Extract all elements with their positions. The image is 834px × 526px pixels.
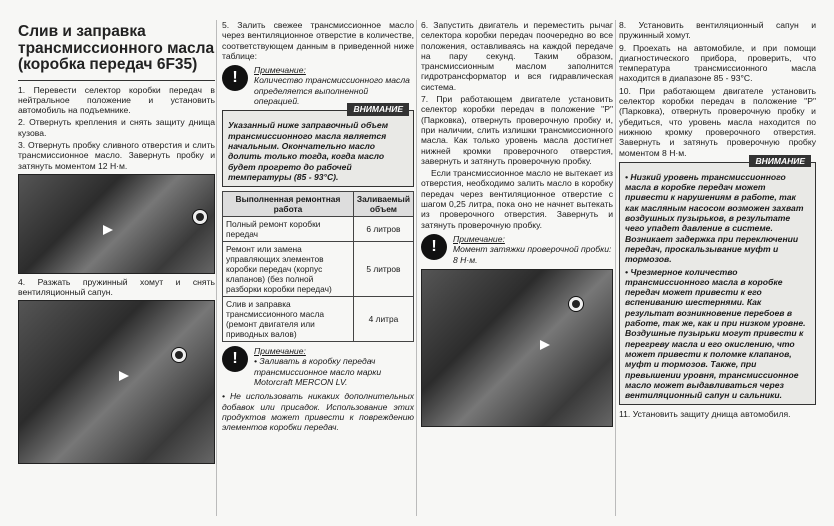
note-heading: Примечание: — [254, 65, 306, 76]
wrench-marker-icon — [192, 209, 208, 225]
table-header: Заливаемый объем — [353, 192, 413, 217]
table-cell: Слив и заправка трансмиссионного масла (ремонт двигателя или приводных валов) — [223, 297, 354, 342]
step-2: 2. Отвернуть крепления и снять защиту днища кузова. — [18, 117, 215, 138]
photo-drain-plug — [18, 174, 215, 274]
photo-breather — [18, 300, 215, 464]
title-rule — [18, 80, 215, 81]
table-row — [223, 242, 414, 297]
step-7: 7. При работающем двигателе установить селектор коробки передач в положение "P" (Парковка), отвернуть проверочную пробку и, при наличии, слить излишки трансмиссионного масла. Как только уровень масла достигнет нижней кромки проверочного отверстия, завернуть и затянуть проверочную пробку. — [421, 94, 613, 166]
note-heading: Примечание: — [254, 346, 306, 357]
note-2 — [222, 346, 414, 387]
step-3: 3. Отвернуть пробку сливного отверстия и слить трансмиссионное масло. Завернуть пробку и затянуть моментом 12 Н·м. — [18, 139, 215, 171]
table-cell: 6 литров — [353, 217, 413, 242]
note-torque — [421, 234, 613, 265]
warning-text: Указанный ниже заправочный объем трансмиссионного масла является начальным. Окончательно масло долить только тогда, когда масло будет прогрето до рабочей температуры (85 - 93°С). — [228, 120, 389, 182]
table-cell: Полный ремонт коробки передач — [223, 217, 354, 242]
wrench-marker-icon — [171, 347, 187, 363]
column-divider — [615, 20, 616, 516]
table-header: Выполненная ремонтная работа — [223, 192, 354, 217]
step-4: 4. Разжать пружинный хомут и снять вентиляционный сапун. — [18, 276, 215, 298]
table-cell: Ремонт или замена управляющих элементов коробки передач (корпус клапанов) (без полной разборки коробки передач) — [223, 242, 354, 297]
warning-label: ВНИМАНИЕ — [347, 103, 409, 115]
note-icon: ! — [421, 234, 447, 260]
step-8: 8. Установить вентиляционный сапун и пружинный хомут. — [619, 20, 816, 41]
table-cell: 5 литров — [353, 242, 413, 297]
table-header-row — [223, 192, 414, 217]
note-text: Количество трансмиссионного масла определяется выполненной операцией. — [254, 75, 410, 107]
note-text: Момент затяжки проверочной пробки: 8 Н·м. — [453, 244, 612, 265]
note-1 — [222, 65, 414, 106]
table-row — [223, 297, 414, 342]
note-text: • Не использовать никаких дополнительных добавок или присадок. Использование этих продуктов может привести к повреждению элементов коробки передач. — [222, 391, 414, 433]
table-cell: 4 литра — [353, 297, 413, 342]
arrow-icon — [119, 371, 129, 381]
step-1: 1. Перевести селектор коробки передач в нейтральное положение и установить автомобиль на подъемнике. — [18, 84, 215, 116]
warning-label: ВНИМАНИЕ — [749, 155, 811, 167]
warning-box — [619, 155, 816, 406]
warning-text: • Низкий уровень трансмиссионного масла в коробке передач может привести к нарушениям в работе, так как масляным насосом возможен захват воздушных пузырьков, в результате чего упадет давление в системе. Возникает задержка при переключении передач, проскальзывание муфт и тормозов. — [625, 171, 804, 265]
column-divider — [416, 20, 417, 516]
warning-text: • Чрезмерное количество трансмиссионного масла в коробке передач может привести к его вспениванию шестернями. Как результат возникновение перебоев в работе, так же, как и при низком уровне. Воздушные пузырьки могут привести к перегреву масла и его окислению, что может привести к поломке клапанов, муфт и тормозов. Также, при превышении уровня, трансмиссионное масло может выдавливаться через вентиляционный сапун и сальники. — [625, 266, 806, 401]
step-5: 5. Залить свежее трансмиссионное масло через вентиляционное отверстие в количестве, соответствующем данным в приведенной ниже таблице: — [222, 20, 414, 61]
step-11: 11. Установить защиту днища автомобиля. — [619, 409, 791, 420]
column-divider — [216, 20, 217, 516]
column-3 — [421, 20, 613, 430]
note-heading: Примечание: — [453, 233, 505, 244]
step-6: 6. Запустить двигатель и переместить рычаг селектора коробки передач поочередно во все положения, оставливаясь на каждой передаче на пару секунд. Таким образом, трансмиссионным маслом заполнится гидротрансформатор и вся гидравлическая система. — [421, 20, 613, 92]
step-7-continued: Если трансмиссионное масло не вытекает из отверстия, необходимо залить масло в коробку передач через вентиляционное отверстие с шагом 0,25 литра, пока оно не начнет вытекать из проверочного отверстия. Завернуть и затянуть проверочную пробку. — [421, 168, 613, 230]
step-9: 9. Проехать на автомобиле, и при помощи диагностического прибора, проверить, что температура трансмиссионного масла находится в диапазоне 85 - 93°С. — [619, 42, 816, 84]
section-title: Слив и заправка трансмиссионного масла (коробка передач 6F35) — [18, 23, 215, 73]
photo-check-plug — [421, 269, 613, 427]
wrench-marker-icon — [568, 296, 584, 312]
note-icon: ! — [222, 65, 248, 91]
note-icon: ! — [222, 346, 248, 372]
fill-volume-table — [222, 191, 414, 342]
column-4 — [619, 20, 816, 422]
column-2 — [222, 20, 414, 435]
arrow-icon — [103, 225, 113, 235]
column-1 — [18, 20, 215, 467]
warning-box — [222, 104, 414, 187]
note-text: • Заливать в коробку передач трансмиссионное масло марки Motorcraft MERCON LV. — [254, 356, 382, 388]
arrow-icon — [540, 340, 550, 350]
step-10: 10. При работающем двигателе установить селектор коробки передач в положение "P" (Парковка), отвернуть проверочную пробку и убедиться, что уровень масла находится по нижнюю кромку проверочного отверстия. Завернуть и затянуть проверочную пробку моментом 8 Н·м. — [619, 85, 816, 158]
table-row — [223, 217, 414, 242]
